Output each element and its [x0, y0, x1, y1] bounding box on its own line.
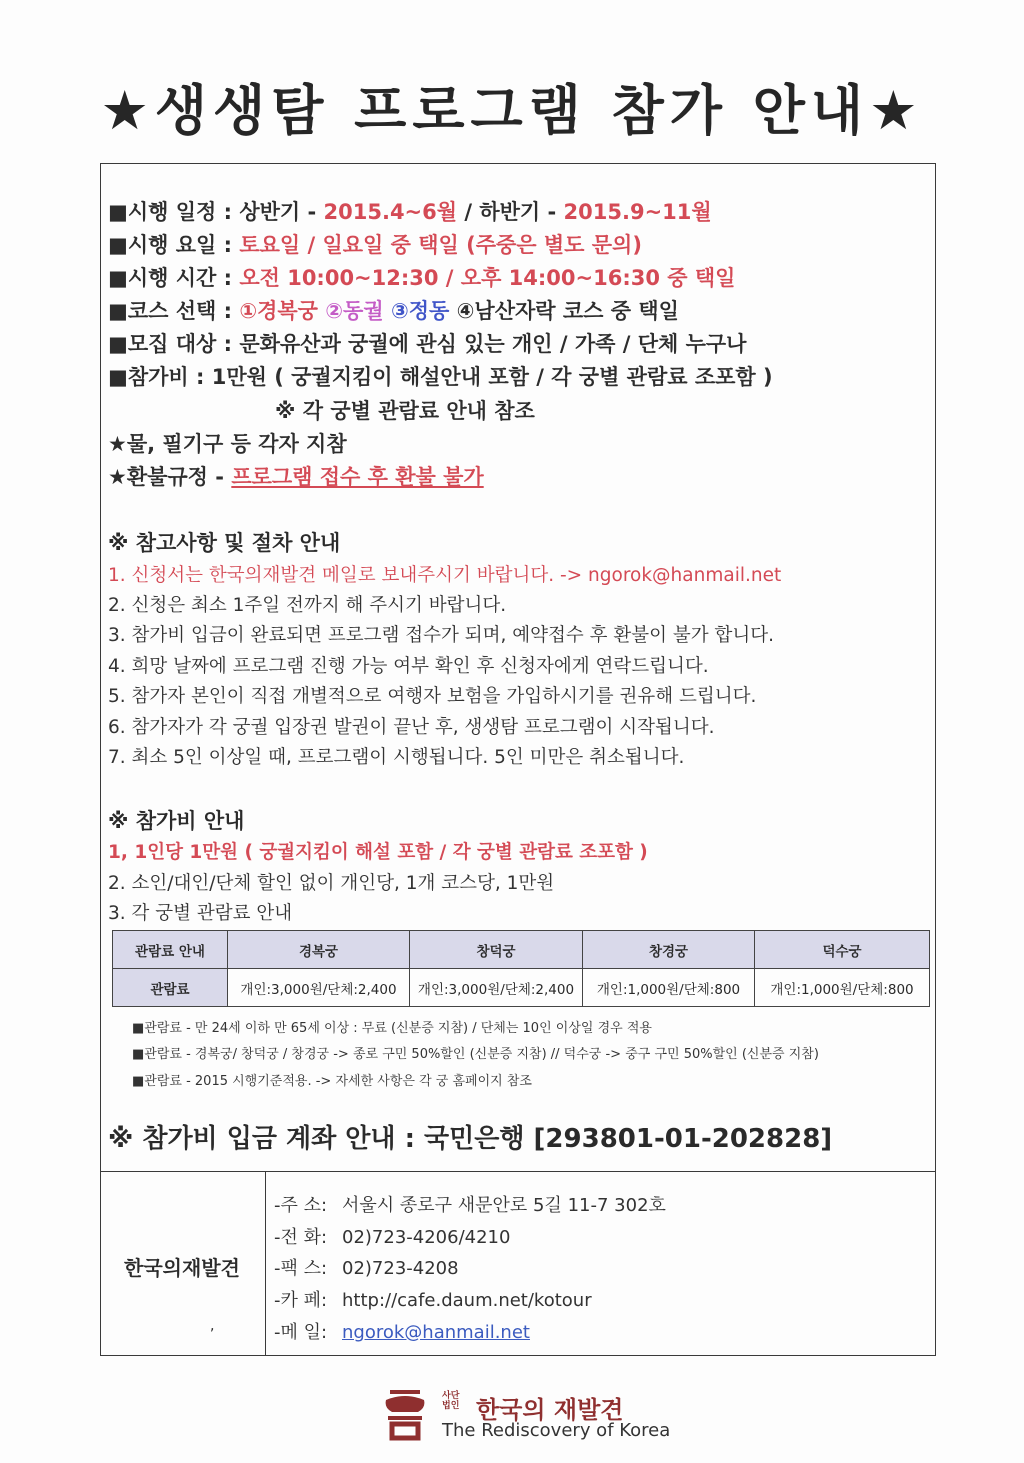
divider: [101, 1171, 935, 1172]
table-header-cell: 관람료 안내: [113, 931, 228, 969]
bring-line: ★물, 필기구 등 각자 지참: [108, 432, 347, 456]
phone-row: [274, 1223, 510, 1249]
course-1: ①경복궁: [239, 299, 318, 323]
logo-small-text: 사단법인: [442, 1391, 460, 1411]
time-line: [108, 262, 735, 292]
fee-info-item: 1, 1인당 1만원 ( 궁궐지킴이 해설 포함 / 각 궁별 관람료 조포함 ): [108, 842, 648, 863]
logo-korean-text: 한국의 재발견: [476, 1396, 624, 1424]
address-value: 서울시 종로구 새문안로 5길 11-7 302호: [342, 1195, 666, 1216]
bank-account-info: ※ 참가비 입금 계좌 안내 : 국민은행 [293801-01-202828]: [108, 1124, 833, 1154]
refund-prefix: ★환불규정 -: [108, 465, 232, 489]
fee-note-line: ■관람료 - 경복궁/ 창덕궁 / 창경궁 -> 종로 구민 50%할인 (신분증 지참) // 덕수궁 -> 중구 구민 50%할인 (신분증 지참): [132, 1047, 819, 1062]
refund-value: 프로그램 접수 후 환불 불가: [231, 465, 484, 489]
fee-line: ■참가비 : 1만원 ( 궁궐지킴이 해설안내 포함 / 각 궁별 관람료 조포함 ): [108, 365, 773, 389]
course-4: ④남산자락: [456, 299, 556, 323]
table-header-cell: 창경궁: [583, 931, 755, 969]
cafe-row: [274, 1286, 592, 1312]
logo-english-text: The Rediscovery of Korea: [442, 1420, 671, 1441]
procedure-heading: ※ 참고사항 및 절차 안내: [108, 531, 341, 555]
course-suffix: 코스 중 택일: [555, 299, 679, 323]
course-2: ②동궐: [325, 299, 384, 323]
procedure-item: 3. 참가비 입금이 완료되면 프로그램 접수가 되며, 예약접수 후 환불이 불가 합니다.: [108, 625, 774, 646]
table-cell: 개인:3,000원/단체:2,400: [228, 969, 410, 1007]
mail-row: [274, 1318, 530, 1344]
day-value: 토요일 / 일요일 중 택일 (주중은 별도 문의): [239, 233, 642, 257]
table-cell: 개인:1,000원/단체:800: [583, 969, 755, 1007]
fax-row: [274, 1254, 459, 1280]
time-value: 오전 10:00~12:30 / 오후 14:00~16:30 중 택일: [239, 266, 736, 290]
mail-link[interactable]: ngorok@hanmail.net: [342, 1322, 530, 1343]
schedule-mid: / 하반기 -: [457, 200, 564, 224]
refund-line: [108, 461, 484, 491]
address-label: -주 소:: [274, 1195, 328, 1216]
fee-note: ※ 각 궁별 관람료 안내 참조: [275, 399, 535, 423]
schedule-first-half: 2015.4~6월: [323, 200, 458, 224]
mail-label: -메 일:: [274, 1322, 328, 1343]
table-header-row: [113, 931, 930, 969]
address-row: [274, 1191, 666, 1217]
table-cell: 관람료: [113, 969, 228, 1007]
cafe-label: -카 페:: [274, 1290, 328, 1311]
day-line: [108, 229, 642, 259]
procedure-item: 6. 참가자가 각 궁궐 입장권 발권이 끝난 후, 생생탐 프로그램이 시작됩니다.: [108, 717, 715, 738]
table-cell: 개인:1,000원/단체:800: [755, 969, 930, 1007]
table-header-cell: 덕수궁: [755, 931, 930, 969]
course-prefix: ■코스 선택 :: [108, 299, 240, 323]
fax-value: 02)723-4208: [342, 1258, 459, 1279]
fee-note-line: ■관람료 - 만 24세 이하 만 65세 이상 : 무료 (신분증 지참) / 단체는 10인 이상일 경우 적용: [132, 1021, 652, 1036]
divider: [265, 1171, 266, 1355]
organization-logo-icon: [380, 1388, 430, 1442]
schedule-second-half: 2015.9~11월: [563, 200, 712, 224]
cafe-value: http://cafe.daum.net/kotour: [342, 1290, 592, 1311]
procedure-item: 1. 신청서는 한국의재발견 메일로 보내주시기 바랍니다. -> ngorok@hanmail.net: [108, 565, 782, 586]
fee-note-line: ■관람료 - 2015 시행기준적용. -> 자세한 사항은 각 궁 홈페이지 참조: [132, 1074, 532, 1089]
procedure-item: 2. 신청은 최소 1주일 전까지 해 주시기 바랍니다.: [108, 595, 507, 616]
schedule-prefix: ■시행 일정 : 상반기 -: [108, 200, 324, 224]
table-cell: 개인:3,000원/단체:2,400: [410, 969, 583, 1007]
stray-mark: ,: [210, 1318, 215, 1334]
procedure-item: 5. 참가자 본인이 직접 개별적으로 여행자 보험을 가입하시기를 권유해 드립니다.: [108, 686, 757, 707]
procedure-item: 7. 최소 5인 이상일 때, 프로그램이 시행됩니다. 5인 미만은 취소됩니다.: [108, 747, 685, 768]
target-line: ■모집 대상 : 문화유산과 궁궐에 관심 있는 개인 / 가족 / 단체 누구나: [108, 332, 747, 356]
course-line: [108, 295, 679, 325]
table-row: [113, 969, 930, 1007]
admission-fee-table: [112, 930, 930, 1007]
course-3: ③정동: [390, 299, 450, 323]
fax-label: -팩 스:: [274, 1258, 328, 1279]
phone-label: -전 화:: [274, 1227, 328, 1248]
fee-info-item: 2. 소인/대인/단체 할인 없이 개인당, 1개 코스당, 1만원: [108, 873, 555, 894]
table-header-cell: 경복궁: [228, 931, 410, 969]
day-prefix: ■시행 요일 :: [108, 233, 240, 257]
procedure-item: 4. 희망 날짜에 프로그램 진행 가능 여부 확인 후 신청자에게 연락드립니다.: [108, 656, 709, 677]
organization-name: 한국의재발견: [124, 1256, 240, 1280]
fee-info-heading: ※ 참가비 안내: [108, 809, 245, 833]
schedule-line: [108, 196, 712, 226]
phone-value: 02)723-4206/4210: [342, 1227, 511, 1248]
time-prefix: ■시행 시간 :: [108, 266, 240, 290]
page-title: ★생생탐 프로그램 참가 안내★: [100, 79, 924, 142]
fee-info-item: 3. 각 궁별 관람료 안내: [108, 903, 293, 924]
table-header-cell: 창덕궁: [410, 931, 583, 969]
